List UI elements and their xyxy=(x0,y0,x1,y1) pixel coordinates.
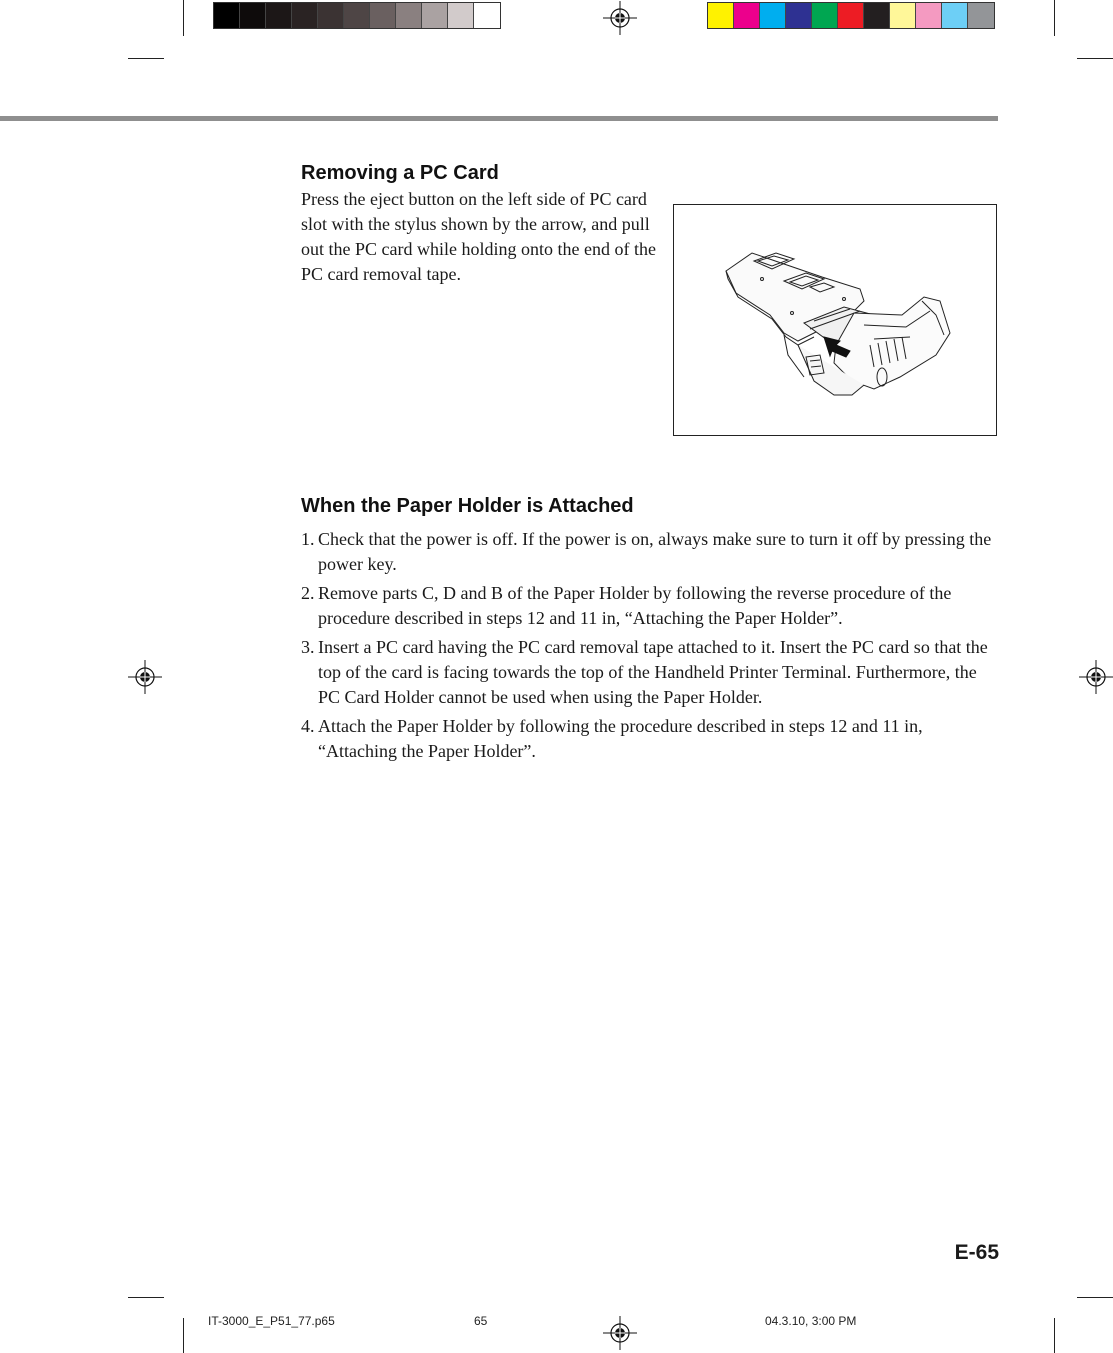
step-text: Attach the Paper Holder by following the procedure described in steps 12 and 11 in, “Attaching the Paper Holder”. xyxy=(318,716,923,761)
step-text: Insert a PC card having the PC card removal tape attached to it. Insert the PC card so that the top of the card is facing towards the top of the Handheld Printer Terminal. Furthermore, the PC Card Holder cannot be used when using the Paper Holder. xyxy=(318,637,988,707)
registration-mark-icon xyxy=(1079,660,1113,694)
registration-mark-icon xyxy=(603,1316,637,1350)
step-number: 2. xyxy=(301,583,315,603)
color-swatch xyxy=(916,3,942,28)
step-text: Check that the power is off. If the power is on, always make sure to turn it off by pressing the power key. xyxy=(318,529,992,574)
header-rule xyxy=(0,116,998,121)
color-swatch xyxy=(968,3,994,28)
grayscale-calibration-bar xyxy=(213,2,501,29)
slug-date: 04.3.10, 3:00 PM xyxy=(765,1314,857,1328)
color-swatch xyxy=(838,3,864,28)
color-swatch xyxy=(786,3,812,28)
list-item xyxy=(301,635,1001,710)
figure-frame xyxy=(673,204,997,436)
color-swatch xyxy=(422,3,448,28)
slug-page: 65 xyxy=(474,1314,488,1328)
color-swatch xyxy=(708,3,734,28)
crop-mark xyxy=(183,0,184,36)
color-swatch xyxy=(292,3,318,28)
registration-mark-icon xyxy=(128,660,162,694)
color-swatch xyxy=(864,3,890,28)
step-number: 3. xyxy=(301,637,315,657)
step-number: 1. xyxy=(301,529,315,549)
color-swatch xyxy=(318,3,344,28)
crop-mark xyxy=(183,1318,184,1353)
crop-mark xyxy=(1054,1318,1055,1353)
registration-mark-icon xyxy=(603,1,637,35)
color-swatch xyxy=(266,3,292,28)
color-swatch xyxy=(474,3,500,28)
list-item xyxy=(301,581,1001,631)
color-swatch xyxy=(812,3,838,28)
color-swatch xyxy=(734,3,760,28)
list-item xyxy=(301,527,1001,577)
crop-mark xyxy=(128,1297,164,1298)
crop-mark xyxy=(1054,0,1055,36)
color-swatch xyxy=(214,3,240,28)
section-heading-paper-holder: When the Paper Holder is Attached xyxy=(301,495,634,517)
crop-mark xyxy=(1077,1297,1113,1298)
section-body-removing-pc-card: Press the eject button on the left side of PC card slot with the stylus shown by the arrow, and pull out the PC card while holding onto the end of the PC card removal tape. xyxy=(301,189,656,284)
page-number: E-65 xyxy=(954,1241,999,1264)
list-item xyxy=(301,714,1001,764)
crop-mark xyxy=(1077,58,1113,59)
color-swatch xyxy=(396,3,422,28)
slug-filename: IT-3000_E_P51_77.p65 xyxy=(208,1314,335,1328)
color-swatch xyxy=(344,3,370,28)
color-swatch xyxy=(942,3,968,28)
step-text: Remove parts C, D and B of the Paper Holder by following the reverse procedure of the procedure described in steps 12 and 11 in, “Attaching the Paper Holder”. xyxy=(318,583,952,628)
procedure-steps xyxy=(301,527,1001,768)
step-number: 4. xyxy=(301,716,315,736)
color-swatch xyxy=(240,3,266,28)
handheld-printer-terminal-illustration-icon xyxy=(674,205,996,435)
color-calibration-bar xyxy=(707,2,995,29)
color-swatch xyxy=(890,3,916,28)
section-heading-removing-pc-card: Removing a PC Card xyxy=(301,162,499,184)
color-swatch xyxy=(370,3,396,28)
crop-mark xyxy=(128,58,164,59)
color-swatch xyxy=(760,3,786,28)
color-swatch xyxy=(448,3,474,28)
